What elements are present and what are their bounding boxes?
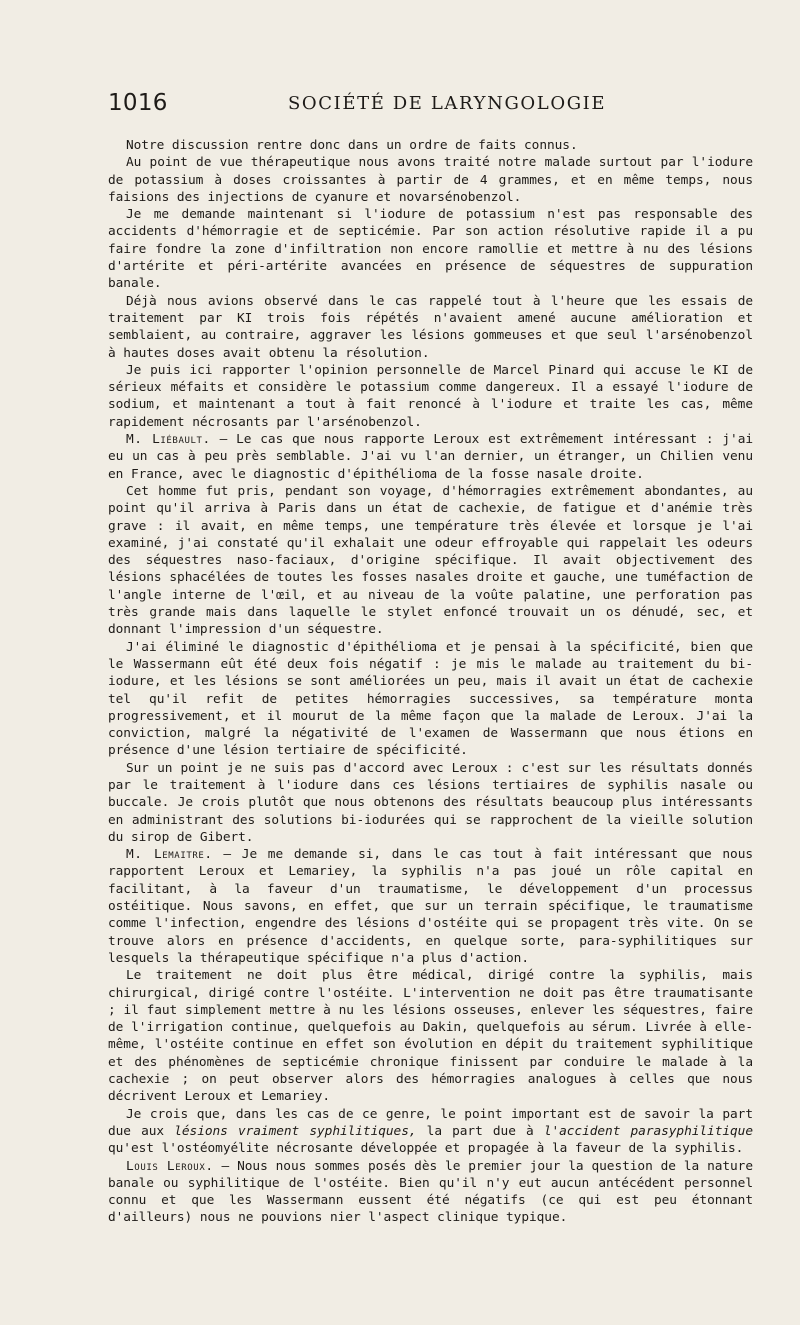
italic-text: l'accident parasyphilitique: [543, 1123, 753, 1139]
paragraph: Je me demande maintenant si l'iodure de potassium n'est pas responsable des accidents d'hémorragie et de septicémie. Par son action résolutive rapide il a pu faire fondre la zone d'infiltration non encore ramollie et mettre à nu des lésions d'artérite et péri-artérite avancées en présence de séquestres de suppuration banale.: [108, 207, 753, 292]
paragraph: Je puis ici rapporter l'opinion personnelle de Marcel Pinard qui accuse le KI de sérieux méfaits et considère le potassium comme dangereux. Il a essayé l'iodure de sodium, et maintenant a tout à fait renoncé à l'iodure et traite les cas, même rapidement nécrosants par l'arsénobenzol.: [108, 362, 753, 430]
paragraph: [108, 846, 753, 967]
paragraph: Le traitement ne doit plus être médical, dirigé contre la syphilis, mais chirurgical, dirigé contre l'ostéite. L'intervention ne doit pas être traumatisante ; il faut simplement mettre à nu les lésions osseuses, enlever les séquestres, faire de l'irrigation continue, quelquefois au Dakin, quelquefois au sérum. Livrée à elle-même, l'ostéite continue en effet son évolution en dépit du traitement syphilitique et des phénomènes de septicémie chronique finissent par conduire le malade à la cachexie ; on peut observer alors des hémorragies analogues à celles que nous décrivent Leroux et Lemariey.: [108, 968, 753, 1105]
italic-text: lésions vraiment syphilitiques,: [174, 1123, 417, 1139]
speaker-name: M. Liébault.: [126, 432, 211, 448]
paragraph: [108, 1106, 753, 1158]
paragraph-text: — Le cas que nous rapporte Leroux est extrêmement intéressant : j'ai eu un cas à peu près semblable. J'ai vu l'an dernier, un étranger, un Chilien venu en France, avec le diagnostic d'épithélioma de la fosse nasale droite.: [108, 432, 754, 482]
page-header: [108, 90, 753, 120]
paragraph-text: la part due à: [416, 1123, 544, 1139]
paragraph-text: — Nous nous sommes posés dès le premier jour la question de la nature banale ou syphilitique de l'ostéite. Bien qu'il n'y eut aucun antécédent personnel connu et que les Wassermann eussent été négatifs (ce qui est peu étonnant d'ailleurs) nous ne pouvions nier l'aspect clinique typique.: [108, 1158, 753, 1226]
paragraph: Sur un point je ne suis pas d'accord avec Leroux : c'est sur les résultats donnés par le traitement à l'iodure dans ces lésions tertiaires de syphilis nasale ou buccale. Je crois plutôt que nous obtenons des résultats beaucoup plus intéressants en administrant des solutions bi-iodurées qui se rapprochent de la vieille solution du sirop de Gibert.: [108, 760, 753, 845]
paragraph-text: qu'est l'ostéomyélite nécrosante développée et propagée à la faveur de la syphilis.: [108, 1141, 744, 1157]
paragraph-text: Je crois que, dans les cas de ce genre, le point important est de savoir la part due aux: [108, 1106, 753, 1139]
page-number: 1016: [108, 90, 168, 116]
paragraph: Cet homme fut pris, pendant son voyage, d'hémorragies extrêmement abondantes, au point qu'il arriva à Paris dans un état de cachexie, de fatigue et d'anémie très grave : il avait, en même temps, une température très élevée et lorsque je l'ai examiné, j'ai constaté qu'il exhalait une odeur effroyable qui rappelait les odeurs des séquestres naso-faciaux, d'origine spécifique. Il avait objectivement des lésions sphacélées de toutes les fosses nasales droite et gauche, une tuméfaction de l'angle interne de l'œil, et au niveau de la voûte palatine, une perforation pas très grande mais dans laquelle le stylet enfoncé trouvait un os dénudé, sec, et donnant l'impression d'un séquestre.: [108, 483, 753, 638]
paragraph: Au point de vue thérapeutique nous avons traité notre malade surtout par l'iodure de potassium à doses croissantes à partir de 4 grammes, et en même temps, nous faisions des injections de cyanure et novarsénobenzol.: [108, 155, 753, 205]
speaker-name: M. Lemaitre.: [126, 847, 213, 863]
running-title: SOCIÉTÉ DE LARYNGOLOGIE: [288, 93, 607, 114]
speaker-name: Louis Leroux.: [126, 1158, 214, 1174]
paragraph: Déjà nous avions observé dans le cas rappelé tout à l'heure que les essais de traitement par KI trois fois répétés n'avaient amené aucune amélioration et semblaient, au contraire, aggraver les lésions gommeuses et que seul l'arsénobenzol à hautes doses avait obtenu la résolution.: [108, 293, 753, 361]
paragraph: [108, 431, 753, 483]
paragraph: [108, 1158, 753, 1227]
paragraph: J'ai éliminé le diagnostic d'épithélioma et je pensai à la spécificité, bien que le Wassermann eût été deux fois négatif : je mis le malade au traitement du bi-iodure, et les lésions se sont améliorées un peu, mais il avait un état de cachexie tel qu'il refit de petites hémorragies successives, sa température monta progressivement, et il mourut de la même façon que la malade de Leroux. J'ai la conviction, malgré la négativité de l'examen de Wassermann que nous étions en présence d'une lésion tertiaire de spécificité.: [108, 639, 753, 759]
body-text: [108, 137, 753, 1227]
paragraph: Notre discussion rentre donc dans un ordre de faits connus.: [126, 138, 578, 153]
paragraph-text: — Je me demande si, dans le cas tout à fait intéressant que nous rapportent Leroux et Lemariey, la syphilis n'a pas joué un rôle capital en facilitant, à la faveur d'un traumatisme, le développement d'un processus ostéitique. Nous savons, en effet, que sur un terrain spécifique, le traumatisme comme l'infection, engendre des lésions d'ostéite qui se propagent très vite. On se trouve alors en présence d'accidents, en quelque sorte, para-syphilitiques sur lesquels la thérapeutique spécifique n'a plus d'action.: [108, 847, 753, 966]
